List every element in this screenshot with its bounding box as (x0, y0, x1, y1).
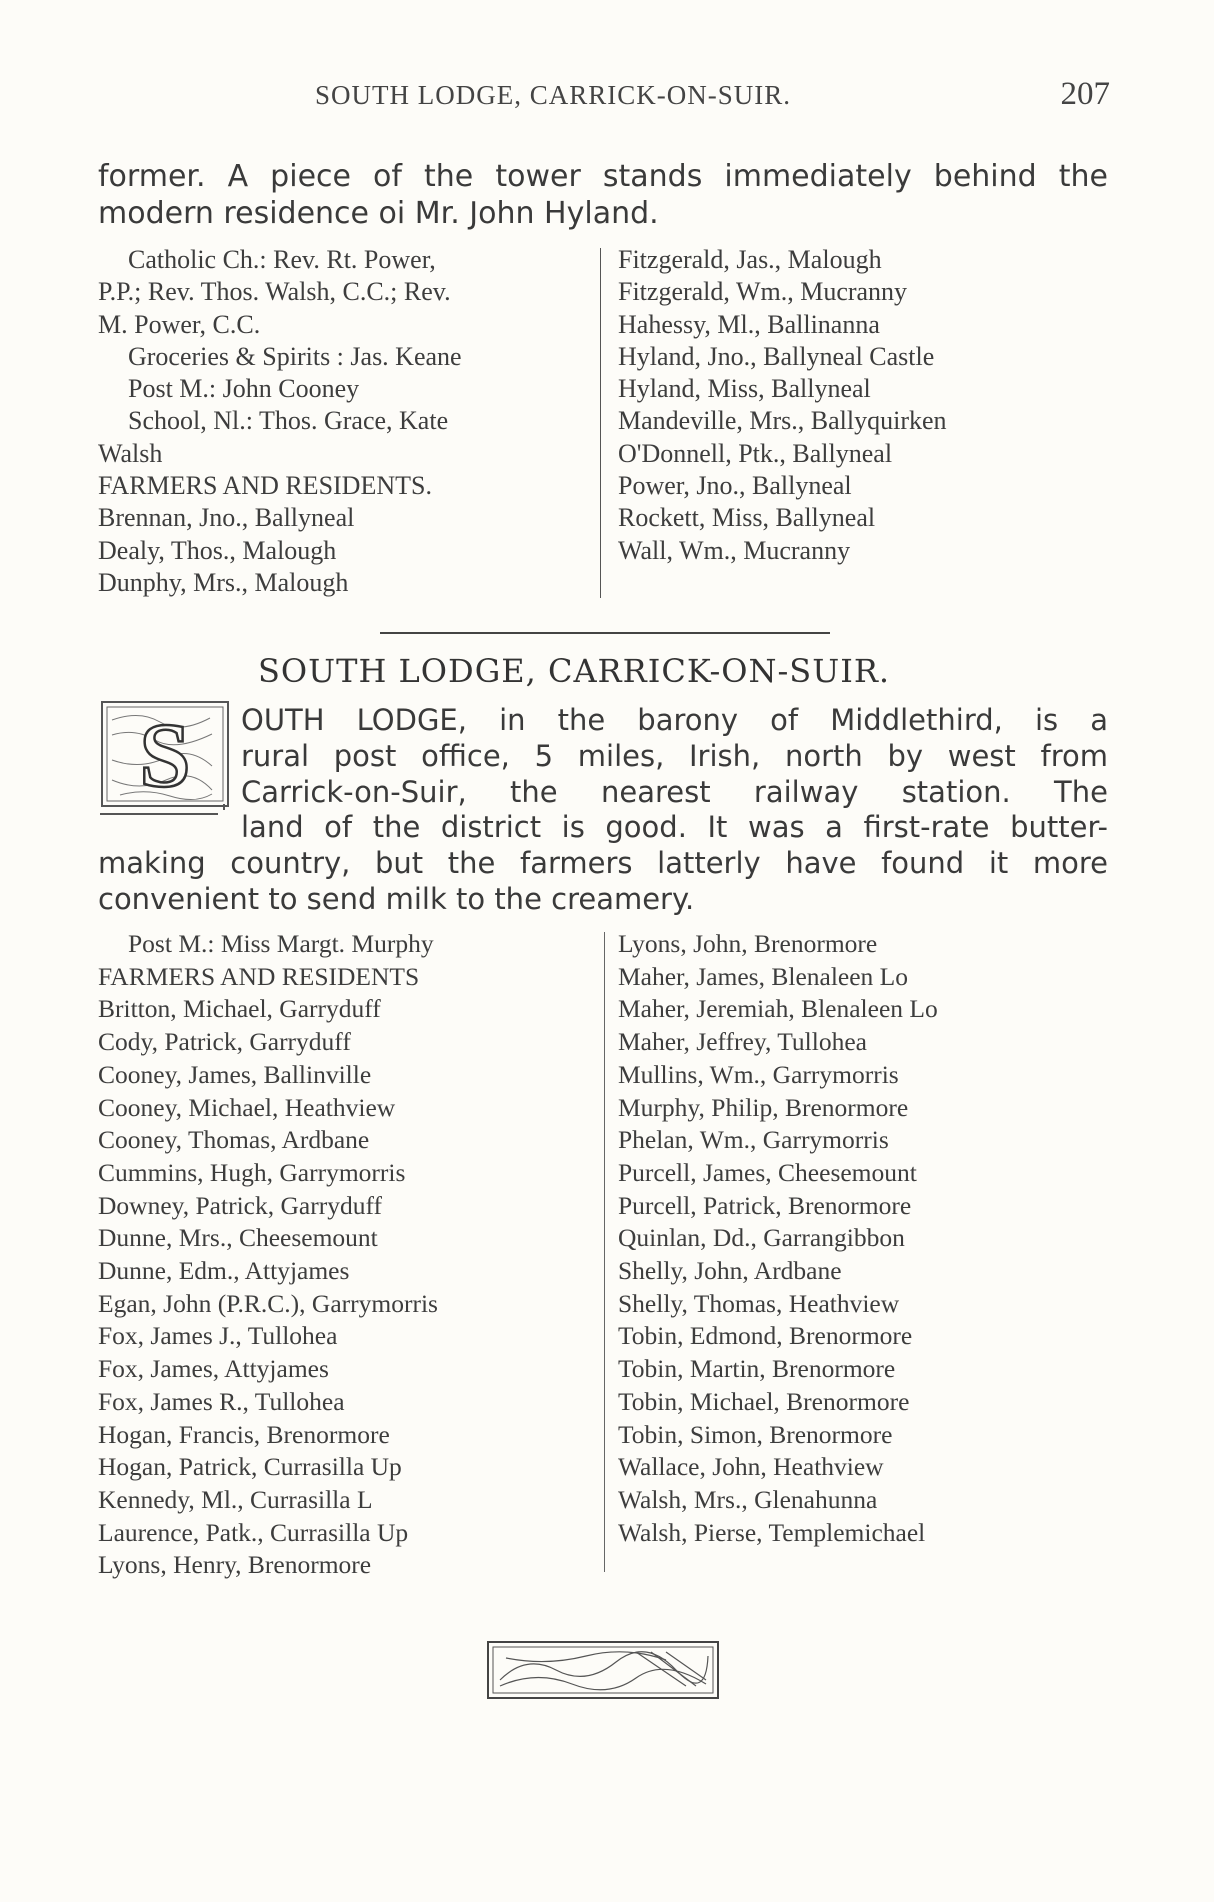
text-line: Walsh (98, 438, 163, 468)
text-line: Brennan, Jno., Ballyneal (98, 503, 355, 533)
text-line: Groceries & Spirits : Jas. Keane (128, 341, 462, 371)
text-line: Dunne, Mrs., Cheesemount (98, 1223, 378, 1253)
text-line: Downey, Patrick, Garryduff (98, 1190, 382, 1220)
text-line: Tobin, Michael, Brenormore (618, 1386, 910, 1416)
text-line: Walsh, Mrs., Glenahunna (618, 1484, 878, 1514)
text-line: Hogan, Francis, Brenormore (98, 1419, 390, 1449)
section-rule (380, 632, 830, 634)
body-paragraph (98, 703, 1108, 918)
intro-paragraph: former. A piece of the tower stands immediately behind the modern residence oi Mr. John Hyland. (98, 159, 1108, 231)
text-line: Lyons, Henry, Brenormore (98, 1550, 372, 1580)
text-line: School, Nl.: Thos. Grace, Kate (128, 406, 449, 436)
text-line: Cooney, Thomas, Ardbane (98, 1125, 370, 1155)
ornamental-tailpiece (486, 1640, 720, 1700)
column-divider (600, 248, 601, 598)
running-head (100, 76, 1110, 120)
top-left-column (98, 244, 586, 599)
running-head-title: SOUTH LODGE, CARRICK-ON-SUIR. (315, 80, 792, 110)
text-line: Tobin, Simon, Brenormore (618, 1419, 893, 1449)
text-line: Mullins, Wm., Garrymorris (618, 1059, 899, 1089)
text-line: Hyland, Miss, Ballyneal (618, 374, 871, 404)
text-line: Cody, Patrick, Garryduff (98, 1027, 351, 1057)
text-line: Dealy, Thos., Malough (98, 535, 337, 565)
text-line: Dunne, Edm., Attyjames (98, 1256, 350, 1286)
text-line: Shelly, Thomas, Heathview (618, 1288, 900, 1318)
text-line: Fox, James, Attyjames (98, 1354, 329, 1384)
text-line: P.P.; Rev. Thos. Walsh, C.C.; Rev. (98, 277, 451, 307)
text-line: Walsh, Pierse, Templemichael (618, 1517, 926, 1547)
text-line: Rockett, Miss, Ballyneal (618, 503, 876, 533)
paragraph-line: land of the district is good. It was a first-rate butter- (241, 810, 1108, 845)
text-line: Hogan, Patrick, Currasilla Up (98, 1452, 402, 1482)
text-line: Laurence, Patk., Currasilla Up (98, 1517, 409, 1547)
paragraph-line: rural post office, 5 miles, Irish, north by west from (241, 738, 1108, 773)
top-right-column (618, 244, 1098, 567)
text-line: Purcell, James, Cheesemount (618, 1157, 917, 1187)
list-column-divider (604, 932, 605, 1572)
text-line: Maher, Jeremiah, Blenaleen Lo (618, 994, 938, 1024)
text-line: Shelly, John, Ardbane (618, 1256, 842, 1286)
text-line: Quinlan, Dd., Garrangibbon (618, 1223, 905, 1253)
text-line: Fox, James J., Tullohea (98, 1321, 338, 1351)
text-line: Cooney, Michael, Heathview (98, 1092, 396, 1122)
residents-list-left (98, 928, 598, 1582)
text-line: Cummins, Hugh, Garrymorris (98, 1157, 406, 1187)
text-line: Post M.: Miss Margt. Murphy (128, 929, 434, 958)
text-line: Lyons, John, Brenormore (618, 929, 878, 958)
paragraph-line: convenient to send milk to the creamery. (98, 881, 695, 916)
text-line: O'Donnell, Ptk., Ballyneal (618, 438, 893, 468)
text-line: Mandeville, Mrs., Ballyquirken (618, 406, 947, 436)
text-line: Fitzgerald, Wm., Mucranny (618, 277, 908, 307)
paragraph-line: OUTH LODGE, in the barony of Middlethird, is a (241, 703, 1108, 737)
paragraph-line: Carrick-on-Suir, the nearest railway station. The (241, 774, 1108, 809)
text-line: Phelan, Wm., Garrymorris (618, 1125, 889, 1155)
residents-list-right (618, 928, 1108, 1549)
section-heading: SOUTH LODGE, CARRICK-ON-SUIR. (258, 652, 891, 690)
text-line: Egan, John (P.R.C.), Garrymorris (98, 1288, 438, 1318)
text-line: Tobin, Edmond, Brenormore (618, 1321, 913, 1351)
text-line: Dunphy, Mrs., Malough (98, 567, 349, 597)
text-line: Kennedy, Ml., Currasilla L (98, 1484, 373, 1514)
text-line: Catholic Ch.: Rev. Rt. Power, (128, 245, 436, 274)
text-line: Fitzgerald, Jas., Malough (618, 245, 882, 274)
text-line: Tobin, Martin, Brenormore (618, 1354, 896, 1384)
text-line: Post M.: John Cooney (128, 374, 360, 404)
text-line: Maher, James, Blenaleen Lo (618, 961, 909, 991)
text-line: Murphy, Philip, Brenormore (618, 1092, 909, 1122)
text-line: Purcell, Patrick, Brenormore (618, 1190, 912, 1220)
text-line: FARMERS AND RESIDENTS. (98, 471, 432, 501)
text-line: Wallace, John, Heathview (618, 1452, 884, 1482)
page-number: 207 (1060, 76, 1110, 112)
text-line: Cooney, James, Ballinville (98, 1059, 372, 1089)
text-line: Maher, Jeffrey, Tullohea (618, 1027, 867, 1057)
text-line: Hyland, Jno., Ballyneal Castle (618, 341, 935, 371)
text-line: Hahessy, Ml., Ballinanna (618, 309, 880, 339)
text-line: Wall, Wm., Mucranny (618, 535, 851, 565)
text-line: FARMERS AND RESIDENTS (98, 961, 420, 991)
dropcap-letter: S (139, 704, 191, 806)
text-line: Power, Jno., Ballyneal (618, 471, 852, 501)
text-line: M. Power, C.C. (98, 309, 261, 339)
paragraph-line: making country, but the farmers latterly have found it more (98, 846, 1108, 881)
text-line: Britton, Michael, Garryduff (98, 994, 381, 1024)
text-line: Fox, James R., Tullohea (98, 1386, 345, 1416)
